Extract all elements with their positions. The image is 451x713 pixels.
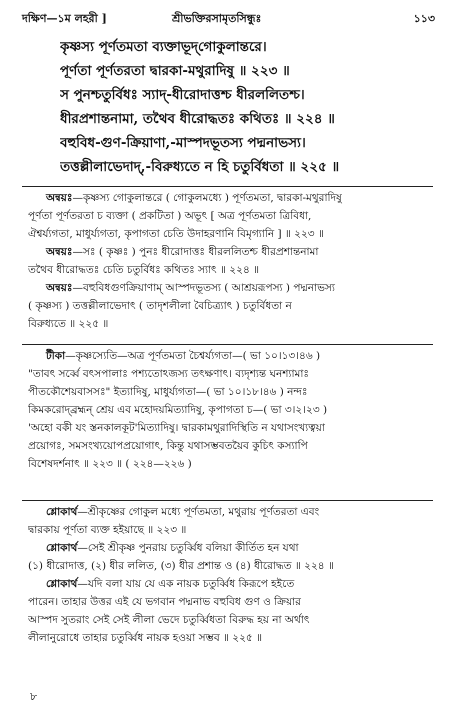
anvaya-1-line: অন্বয়ঃ—কৃষ্ণস্য গোকুলান্তরে ( গোকুলমধ্যে ) পূর্ণতমতা, দ্বারকা-মথুরাদিষু	[46, 192, 342, 204]
shlokartha-keyword: শ্লোকার্থ	[46, 506, 78, 518]
anvaya-3-line: ( কৃষ্ণস্য ) তত্তল্লীলাভেদাৎ ( তাদৃশলীলা বৈচিত্র্যাৎ ) চতুর্বিধতা ন	[28, 300, 292, 312]
shlokartha-section	[28, 503, 435, 647]
tika-line: পীতকৌশেয়বাসসঃ" ইত্যাদিষু, মাধুর্য্যগতা—( ভা ১০।১৮।৪৬ ) নন্দঃ	[28, 386, 308, 398]
anvaya-2-line: তথৈব ধীরোদ্ধতঃ চেতি চতুর্বিধঃ কথিতঃ স্যাৎ ॥ ২২৪ ॥	[28, 264, 260, 276]
shlokartha-3-line: আস্পদ সুতরাং সেই সেই লীলা ভেদে চতুর্ব্বিধতা বিরুদ্ধ হয় না অর্থাৎ	[28, 614, 310, 626]
anvaya-keyword: অন্বয়ঃ	[46, 246, 73, 258]
shlokartha-3-line: শ্লোকার্থ—যদি বলা যায় যে এক নায়ক চতুর্ব্বিধ কিরূপে হইতে	[46, 578, 295, 590]
shlokartha-2-line: (১) ধীরোদাত্ত, (২) ধীর ললিত, (৩) ধীর প্রশান্ত ও (৪) ধীরোদ্ধত ॥ ২২৪ ॥	[28, 560, 334, 572]
shlokartha-3-line: লীলানুরোধে তাহার চতুর্ব্বিধ নায়ক হওয়া সম্ভব ॥ ২২৫ ॥	[28, 632, 263, 644]
shlokartha-keyword: শ্লোকার্থ	[46, 578, 78, 590]
anvaya-section	[28, 189, 435, 333]
anvaya-3-line: বিরুধ্যতে ॥ ২২৫ ॥	[28, 318, 109, 330]
divider	[22, 186, 433, 187]
verse-line: স পুনশ্চতুর্বিধঃ স্যাদ্‌-ধীরোদাত্তশ্চ ধীরললিতশ্চ।	[60, 87, 305, 103]
verse-line: কৃষ্ণস্য পূর্ণতমতা ব্যক্তাভূদ্‌গোকুলান্তরে।	[60, 39, 267, 55]
header-book-title: শ্রীভক্তিরসামৃতসিন্ধুঃ	[172, 12, 262, 25]
shlokartha-2-line: শ্লোকার্থ—সেই শ্রীকৃষ্ণ পুনরায় চতুর্ব্বিধ বলিয়া কীর্তিত হন যথা	[46, 542, 299, 554]
divider	[22, 344, 433, 345]
divider	[22, 500, 433, 501]
anvaya-3-line: অন্বয়ঃ—বহুবিধগুণক্রিয়াণাম্‌ আস্পদভূতস্য ( আশ্রয়রূপস্য ) পদ্মনাভস্য	[46, 282, 335, 294]
footer-page-number: ৮	[30, 690, 38, 703]
verse-line: তত্তল্লীলাভেদাদ্‌,-বিরুধ্যতে ন হি চতুর্বিধতা ॥ ২২৫ ॥	[60, 159, 340, 175]
sanskrit-verse	[60, 36, 450, 180]
anvaya-1-line: পূর্ণতা পূর্ণতরতা চ ব্যক্তা ( প্রকটিতা ) অভূৎ [ অত্র পূর্ণতমতা ত্রিবিধা,	[28, 210, 312, 222]
running-header	[22, 10, 435, 28]
shlokartha-1-line: দ্বারকায় পূর্ণতা ব্যক্ত হইয়াছে ॥ ২২৩ ॥	[28, 524, 187, 536]
tika-line: টীকা—কৃষ্ণস্যেতি—অত্র পূর্ণতমতা চৈশ্বর্য্যগতা—( ভা ১০।১৩।৪৬ )	[46, 350, 321, 362]
shlokartha-3-line: পারেন। তাহার উত্তর এই যে ভগবান পদ্মনাভ বহুবিধ গুণ ও ক্রিয়ার	[28, 596, 301, 608]
tika-line: 'অহো বকী যং স্তনকালকূট'মিত্যাদিষু। দ্বারকামথুরাদিস্থিতি ন যথাসংখ্যত্বয়া	[28, 422, 325, 434]
tika-line: "তাবৎ সর্ব্বে বৎসপালাঃ পশ্যতোঽজস্য তৎক্ষণাৎ। ব্যদৃশ্যন্ত ঘনশ্যামাঃ	[28, 368, 309, 380]
tika-line: বিশেষদর্শনাৎ ॥ ২২৩ ॥ ( ২২৪—২২৬ )	[28, 458, 192, 470]
header-page-number: ১১৩	[413, 12, 435, 25]
header-chapter: দক্ষিণ—১ম লহরী ]	[22, 12, 107, 25]
anvaya-1-line: ঐশ্বর্য্যগতা, মাধুর্য্যগতা, কৃপাগতা চেতি উদাহরণানি বিমৃগ্যানি ] ॥ ২২৩ ॥	[28, 228, 324, 240]
anvaya-2-line: অন্বয়ঃ—সঃ ( কৃষ্ণঃ ) পুনঃ ধীরোদাত্তঃ ধীরললিতশ্চ ধীরপ্রশান্তনামা	[46, 246, 319, 258]
shlokartha-keyword: শ্লোকার্থ	[46, 542, 78, 554]
verse-line: বহুবিধ-গুণ-ক্রিয়াণা,-মাস্পদভূতস্য পদ্মনাভস্য।	[60, 135, 306, 151]
verse-line: পূর্ণতা পূর্ণতরতা দ্বারকা-মথুরাদিষু ॥ ২২৩ ॥	[60, 63, 290, 79]
anvaya-keyword: অন্বয়ঃ	[46, 282, 73, 294]
tika-line: প্রয়োগঃ, সমসংখ্যয়োপপ্রয়োগাৎ, কিন্তু যথাসম্ভবতয়ৈব কুচিৎ কস্যাপি	[28, 440, 308, 452]
shlokartha-1-line: শ্লোকার্থ—শ্রীকৃষ্ণের গোকুল মধ্যে পূর্ণতমতা, মথুরায় পূর্ণতরতা এবং	[46, 506, 320, 518]
verse-line: ধীরপ্রশান্তনামা, তথৈব ধীরোদ্ধতঃ কথিতঃ ॥ ২২৪ ॥	[60, 111, 335, 127]
tika-line: কিমকরোদ্‌ব্রহ্মন্‌ শ্রেয় এব মহোদয়মিত্যাদিষু, কৃপাগতা চ—( ভা ৩।২।২৩ )	[28, 404, 328, 416]
tika-section	[28, 347, 435, 473]
anvaya-keyword: অন্বয়ঃ	[46, 192, 73, 204]
tika-keyword: টীকা	[46, 350, 66, 362]
